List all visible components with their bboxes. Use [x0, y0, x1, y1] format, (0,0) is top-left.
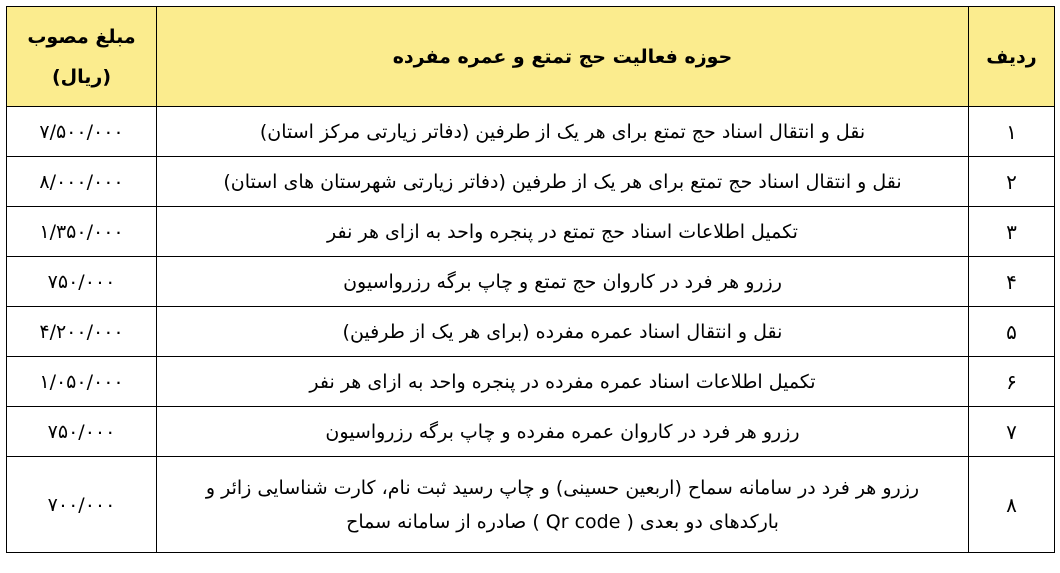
table-header-row — [7, 7, 1055, 107]
header-amount — [7, 7, 157, 107]
header-activity: حوزه فعالیت حج تمتع و عمره مفرده — [157, 7, 969, 107]
row-number-cell: ۱ — [969, 107, 1055, 157]
row-description-cell: رزرو هر فرد در کاروان عمره مفرده و چاپ برگه رزرواسیون — [157, 407, 969, 457]
row-amount-cell: ۱/۰۵۰/۰۰۰ — [7, 357, 157, 407]
table-row — [7, 357, 1055, 407]
table-row — [7, 207, 1055, 257]
row-description-cell: نقل و انتقال اسناد عمره مفرده (برای هر یک از طرفین) — [157, 307, 969, 357]
table-row — [7, 407, 1055, 457]
row-amount-cell: ۱/۳۵۰/۰۰۰ — [7, 207, 157, 257]
table-row — [7, 457, 1055, 553]
row-number-cell: ۳ — [969, 207, 1055, 257]
row-number-cell: ۶ — [969, 357, 1055, 407]
row-description-cell: نقل و انتقال اسناد حج تمتع برای هر یک از طرفین (دفاتر زیارتی مرکز استان) — [157, 107, 969, 157]
row-amount-cell: ۸/۰۰۰/۰۰۰ — [7, 157, 157, 207]
fee-table — [6, 6, 1055, 553]
row-amount-cell: ۷۰۰/۰۰۰ — [7, 457, 157, 553]
row-description-cell: تکمیل اطلاعات اسناد عمره مفرده در پنجره واحد به ازای هر نفر — [157, 357, 969, 407]
row-number-cell: ۸ — [969, 457, 1055, 553]
table-row — [7, 107, 1055, 157]
row-number-cell: ۲ — [969, 157, 1055, 207]
table-row — [7, 157, 1055, 207]
row-number-cell: ۴ — [969, 257, 1055, 307]
row-number-cell: ۵ — [969, 307, 1055, 357]
table-row — [7, 307, 1055, 357]
row-amount-cell: ۷۵۰/۰۰۰ — [7, 407, 157, 457]
row-description-cell: نقل و انتقال اسناد حج تمتع برای هر یک از طرفین (دفاتر زیارتی شهرستان های استان) — [157, 157, 969, 207]
row-number-cell: ۷ — [969, 407, 1055, 457]
row-amount-cell: ۷/۵۰۰/۰۰۰ — [7, 107, 157, 157]
row-description-cell: تکمیل اطلاعات اسناد حج تمتع در پنجره واحد به ازای هر نفر — [157, 207, 969, 257]
header-row-number: ردیف — [969, 7, 1055, 107]
row-amount-cell: ۷۵۰/۰۰۰ — [7, 257, 157, 307]
table-row — [7, 257, 1055, 307]
row-description-cell: رزرو هر فرد در سامانه سماح (اربعین حسینی) و چاپ رسید ثبت نام، کارت شناسایی زائر و بارکدهای دو بعدی ( Qr code ) صادره از سامانه سماح — [157, 457, 969, 553]
header-amount-unit: (ریال) — [51, 65, 112, 88]
header-amount-title: مبلغ مصوب — [27, 25, 136, 48]
row-amount-cell: ۴/۲۰۰/۰۰۰ — [7, 307, 157, 357]
row-description-cell: رزرو هر فرد در کاروان حج تمتع و چاپ برگه رزرواسیون — [157, 257, 969, 307]
fee-table-container — [6, 6, 1054, 553]
